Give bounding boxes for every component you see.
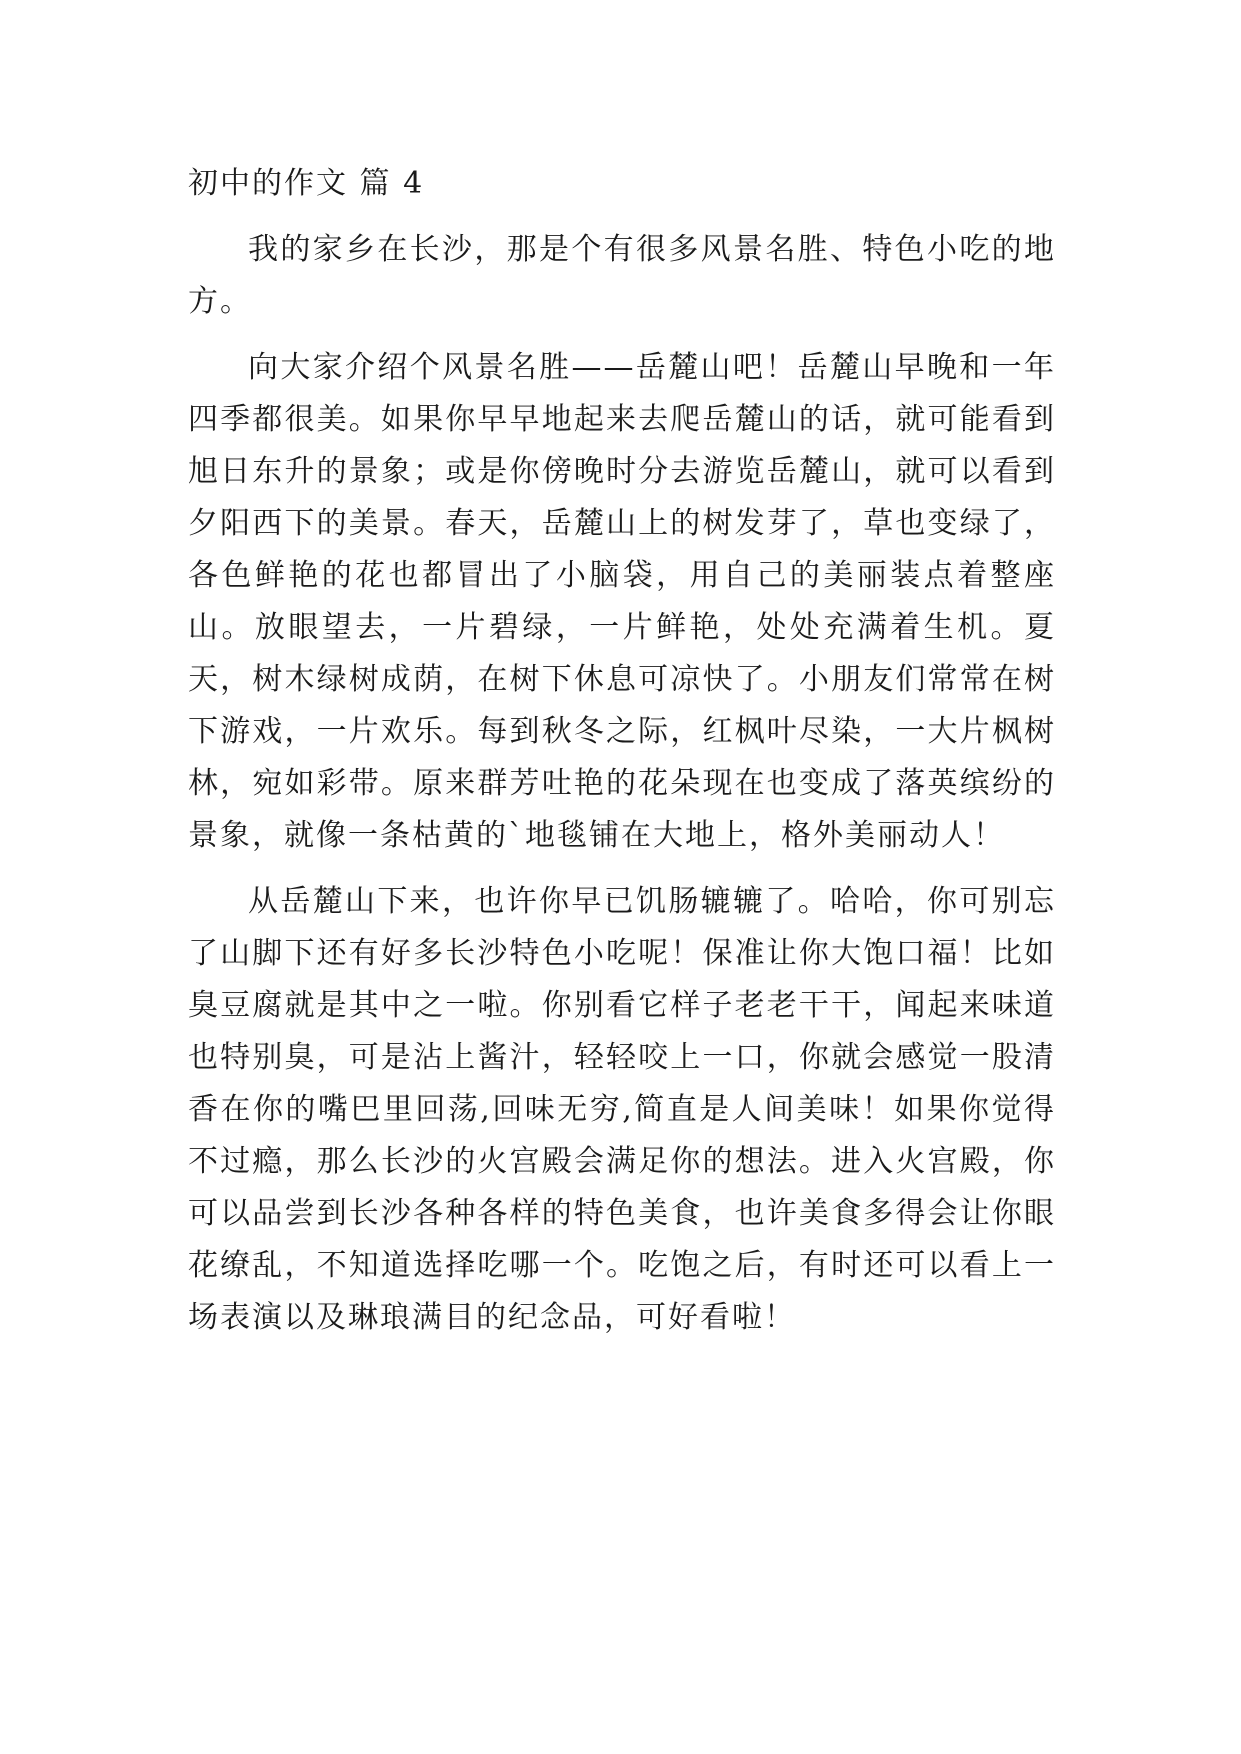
paragraph-intro: 我的家乡在长沙，那是个有很多风景名胜、特色小吃的地方。 <box>188 232 1056 319</box>
essay-heading: 初中的作文 篇 4 <box>188 166 425 201</box>
paragraph-yuelu-mountain: 向大家介绍个风景名胜——岳麓山吧！岳麓山早晚和一年四季都很美。如果你早早地起来去爬岳麓山的话，就可能看到旭日东升的景象；或是你傍晚时分去游览岳麓山，就可以看到夕阳西下的美景。春天，岳麓山上的树发芽了，草也变绿了，各色鲜艳的花也都冒出了小脑袋，用自己的美丽装点着整座山。放眼望去，一片碧绿，一片鲜艳，处处充满着生机。夏天，树木绿树成荫，在树下休息可凉快了。小朋友们常常在树下游戏，一片欢乐。每到秋冬之际，红枫叶尽染，一大片枫树林，宛如彩带。原来群芳吐艳的花朵现在也变成了落英缤纷的景象，就像一条枯黄的`地毯铺在大地上，格外美丽动人！ <box>188 350 1056 853</box>
paragraph-snacks: 从岳麓山下来，也许你早已饥肠辘辘了。哈哈，你可别忘了山脚下还有好多长沙特色小吃呢！保准让你大饱口福！比如臭豆腐就是其中之一啦。你别看它样子老老干干，闻起来味道也特别臭，可是沾上酱汁，轻轻咬上一口，你就会感觉一股清香在你的嘴巴里回荡,回味无穷,简直是人间美味！如果你觉得不过瘾，那么长沙的火宫殿会满足你的想法。进入火宫殿，你可以品尝到长沙各种各样的特色美食，也许美食多得会让你眼花缭乱，不知道选择吃哪一个。吃饱之后，有时还可以看上一场表演以及琳琅满目的纪念品，可好看啦！ <box>188 884 1056 1335</box>
essay-body <box>188 158 1056 1344</box>
